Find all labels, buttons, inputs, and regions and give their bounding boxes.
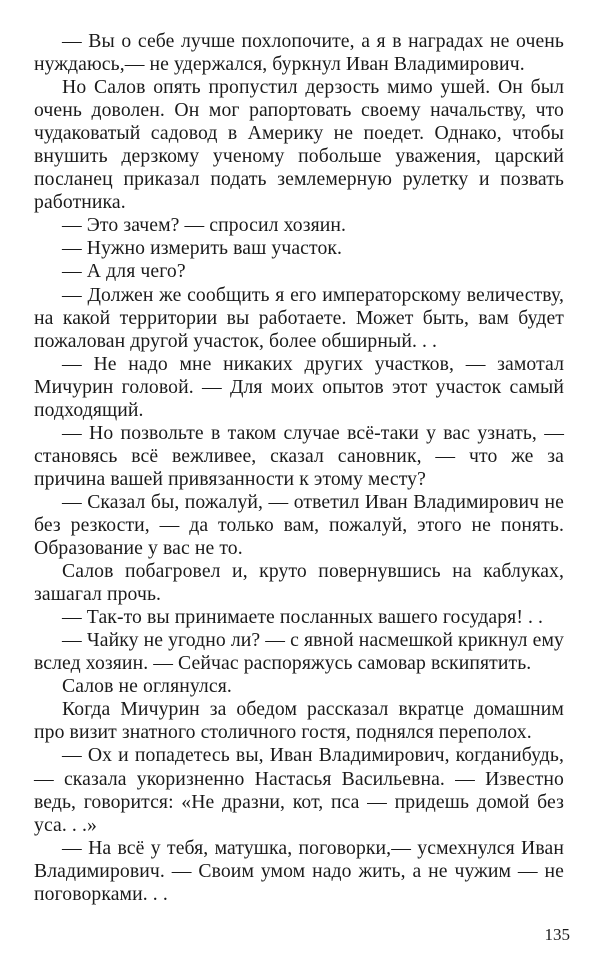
paragraph-9: — Сказал бы, пожалуй, — ответил Иван Владимирович не без резкости, — да только вам, пожалуй, этого не понять. Образование у вас не то. [34,490,564,560]
page-body-text [34,30,564,906]
book-page [34,30,570,960]
paragraph-5: — А для чего? [62,260,186,283]
paragraph-10: Салов побагровел и, круто повернувшись на каблуках, зашагал прочь. [34,560,564,606]
paragraph-15: — Ох и попадетесь вы, Иван Владимирович, когданибудь, — сказала укоризненно Настасья Васильевна. — Известно ведь, говорится: «Не дразни, кот, пса — придешь домой без уса. . .» [34,744,564,836]
paragraph-1: — Вы о себе лучше похлопочите, а я в наградах не очень нуждаюсь,— не удержался, буркнул Иван Владимирович. [34,30,564,76]
paragraph-4: — Нужно измерить ваш участок. [62,237,343,260]
paragraph-14: Когда Мичурин за обедом рассказал вкратце домашним про визит знатного столичного гостя, поднялся переполох. [34,698,564,744]
paragraph-11: — Так-то вы принимаете посланных вашего государя! . . [62,606,544,629]
paragraph-16: — На всё у тебя, матушка, поговорки,— усмехнулся Иван Владимирович. — Своим умом надо жить, а не чужим — не поговорками. . . [34,836,564,905]
paragraph-7: — Не надо мне никаких других участков, — замотал Мичурин головой. — Для моих опытов этот участок самый подходящий. [34,352,564,421]
paragraph-3: — Это зачем? — спросил хозяин. [62,214,347,237]
paragraph-8: — Но позвольте в таком случае всё-таки у вас узнать, — становясь всё вежливее, сказал сановник, — что же за причина вашей привязанности к этому месту? [34,421,564,490]
paragraph-12: — Чайку не угодно ли? — с явной насмешкой крикнул ему вслед хозяин. — Сейчас распоряжусь самовар вскипятить. [34,629,564,675]
paragraph-6: — Должен же сообщить я его императорскому величеству, на какой территории вы работаете. Может быть, вам будет пожалован другой участок, более обширный. . . [34,283,564,352]
page-number: 135 [544,925,570,944]
paragraph-13: Салов не оглянулся. [62,675,232,698]
paragraph-2: Но Салов опять пропустил дерзость мимо ушей. Он был очень доволен. Он мог рапортовать своему начальству, что чудаковатый садовод в Америку не поедет. Однако, чтобы внушить дерзкому ученому побольше уважения, царский посланец приказал подать землемерную рулетку и позвать работника. [34,76,564,214]
